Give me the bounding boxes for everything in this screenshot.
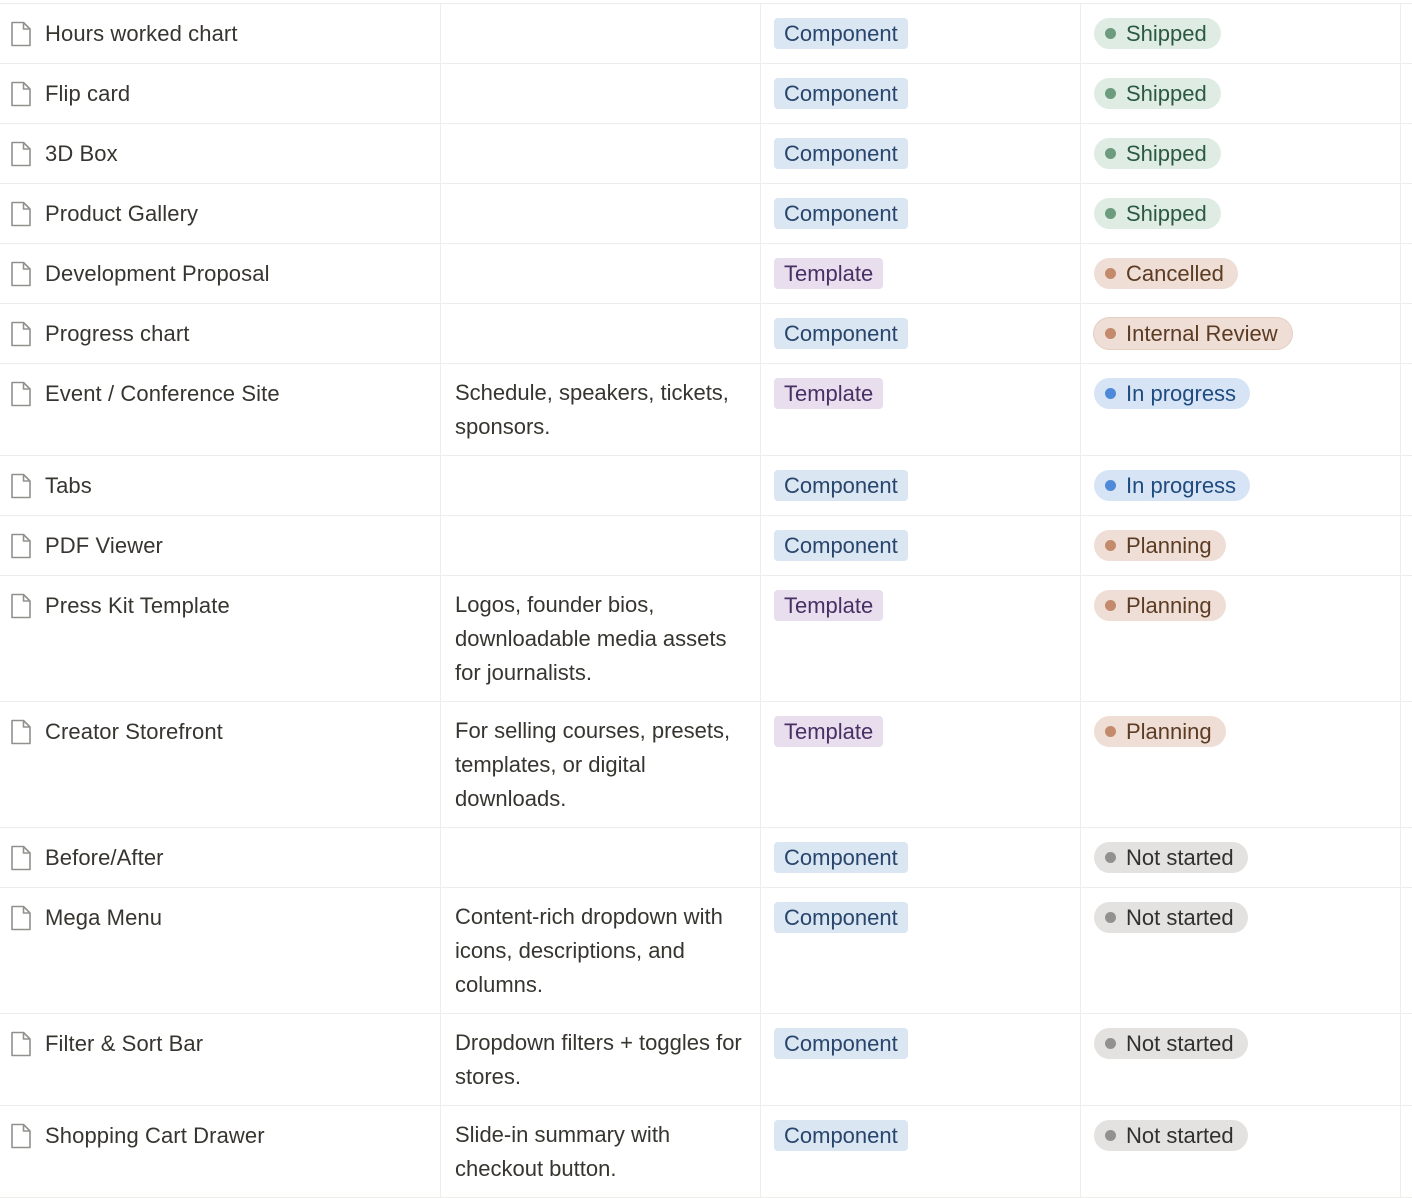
status-dot-icon — [1105, 328, 1116, 339]
status-dot-icon — [1105, 268, 1116, 279]
status-badge — [1094, 1120, 1248, 1151]
name-wrap — [0, 1106, 440, 1166]
status-label: Shipped — [1126, 21, 1207, 46]
description-cell[interactable] — [441, 516, 761, 575]
next-column-cell[interactable] — [1401, 888, 1412, 1013]
row-title[interactable]: Hours worked chart — [45, 21, 238, 46]
description-cell[interactable] — [441, 1014, 761, 1105]
status-cell[interactable] — [1081, 364, 1401, 455]
status-label: Shipped — [1126, 201, 1207, 226]
name-wrap — [0, 124, 440, 184]
page-icon — [9, 1122, 33, 1150]
type-cell[interactable] — [761, 244, 1081, 303]
row-title[interactable]: Development Proposal — [45, 261, 270, 286]
type-tag-component: Component — [774, 18, 908, 49]
status-badge — [1094, 1028, 1248, 1059]
status-dot-icon — [1105, 480, 1116, 491]
table-row[interactable] — [0, 4, 1412, 64]
status-dot-icon — [1105, 1038, 1116, 1049]
description-cell[interactable] — [441, 244, 761, 303]
table-row[interactable] — [0, 304, 1412, 364]
type-tag-component: Component — [774, 842, 908, 873]
name-cell[interactable] — [0, 244, 441, 303]
type-tag-component: Component — [774, 138, 908, 169]
status-dot-icon — [1105, 852, 1116, 863]
page-icon — [9, 380, 33, 408]
status-label: In progress — [1126, 381, 1237, 406]
status-cell[interactable] — [1081, 576, 1401, 701]
status-label: Cancelled — [1126, 261, 1224, 286]
status-cell[interactable] — [1081, 64, 1401, 123]
next-column-cell[interactable] — [1401, 364, 1412, 455]
type-tag-template: Template — [774, 258, 883, 289]
type-tag-component: Component — [774, 198, 908, 229]
description-cell[interactable] — [441, 64, 761, 123]
type-cell[interactable] — [761, 516, 1081, 575]
status-badge — [1094, 530, 1226, 561]
table-row[interactable] — [0, 124, 1412, 184]
next-column-cell[interactable] — [1401, 1106, 1412, 1197]
type-cell[interactable] — [761, 1106, 1081, 1197]
status-cell[interactable] — [1081, 1106, 1401, 1197]
name-wrap — [0, 184, 440, 244]
row-title[interactable]: PDF Viewer — [45, 533, 163, 558]
description-cell[interactable] — [441, 1106, 761, 1197]
next-column-cell[interactable] — [1401, 124, 1412, 183]
name-cell[interactable] — [0, 576, 441, 701]
status-cell[interactable] — [1081, 888, 1401, 1013]
page-icon — [9, 200, 33, 228]
database-table — [0, 4, 1412, 1198]
table-row[interactable] — [0, 828, 1412, 888]
description-text: Schedule, speakers, tickets, sponsors. — [455, 380, 729, 439]
next-column-cell[interactable] — [1401, 516, 1412, 575]
status-cell[interactable] — [1081, 124, 1401, 183]
name-wrap — [0, 364, 440, 424]
status-label: Not started — [1126, 845, 1234, 870]
page-icon — [9, 532, 33, 560]
name-wrap — [0, 888, 440, 948]
status-cell[interactable] — [1081, 516, 1401, 575]
status-badge — [1094, 18, 1221, 49]
status-dot-icon — [1105, 28, 1116, 39]
next-column-cell[interactable] — [1401, 702, 1412, 827]
name-cell[interactable] — [0, 1014, 441, 1105]
next-column-cell[interactable] — [1401, 456, 1412, 515]
description-cell[interactable] — [441, 4, 761, 63]
status-dot-icon — [1105, 540, 1116, 551]
table-row[interactable] — [0, 184, 1412, 244]
description-cell[interactable] — [441, 576, 761, 701]
page-icon — [9, 904, 33, 932]
next-column-cell[interactable] — [1401, 828, 1412, 887]
status-label: Shipped — [1126, 81, 1207, 106]
status-badge — [1094, 78, 1221, 109]
row-title[interactable]: Mega Menu — [45, 905, 163, 930]
row-title[interactable]: Creator Storefront — [45, 719, 223, 744]
status-badge — [1094, 258, 1238, 289]
type-cell[interactable] — [761, 1014, 1081, 1105]
description-cell[interactable] — [441, 702, 761, 827]
table-row[interactable] — [0, 244, 1412, 304]
status-cell[interactable] — [1081, 244, 1401, 303]
name-cell[interactable] — [0, 828, 441, 887]
row-title[interactable]: 3D Box — [45, 141, 118, 166]
page-icon — [9, 80, 33, 108]
name-wrap — [0, 516, 440, 576]
type-tag-component: Component — [774, 530, 908, 561]
type-cell[interactable] — [761, 364, 1081, 455]
name-cell[interactable] — [0, 304, 441, 363]
row-title[interactable]: Flip card — [45, 81, 131, 106]
status-dot-icon — [1105, 88, 1116, 99]
name-wrap — [0, 828, 440, 888]
type-tag-component: Component — [774, 1028, 908, 1059]
page-icon — [9, 320, 33, 348]
page-icon — [9, 718, 33, 746]
status-badge — [1094, 842, 1248, 873]
name-wrap — [0, 304, 440, 364]
type-cell[interactable] — [761, 304, 1081, 363]
type-tag-template: Template — [774, 378, 883, 409]
type-cell[interactable] — [761, 702, 1081, 827]
status-badge — [1094, 138, 1221, 169]
row-title[interactable]: Press Kit Template — [45, 593, 230, 618]
status-label: Planning — [1126, 533, 1212, 558]
type-tag-component: Component — [774, 318, 908, 349]
type-tag-template: Template — [774, 590, 883, 621]
page-icon — [9, 472, 33, 500]
status-dot-icon — [1105, 600, 1116, 611]
status-badge — [1094, 318, 1292, 349]
description-cell[interactable] — [441, 184, 761, 243]
table-row[interactable] — [0, 702, 1412, 828]
row-title[interactable]: Filter & Sort Bar — [45, 1031, 204, 1056]
name-wrap — [0, 456, 440, 516]
table-row[interactable] — [0, 64, 1412, 124]
table-row[interactable] — [0, 364, 1412, 456]
type-cell[interactable] — [761, 184, 1081, 243]
name-wrap — [0, 702, 440, 762]
name-cell[interactable] — [0, 184, 441, 243]
row-title[interactable]: Event / Conference Site — [45, 381, 280, 406]
name-cell[interactable] — [0, 456, 441, 515]
next-column-cell[interactable] — [1401, 244, 1412, 303]
status-dot-icon — [1105, 208, 1116, 219]
name-cell[interactable] — [0, 64, 441, 123]
status-badge — [1094, 716, 1226, 747]
next-column-cell[interactable] — [1401, 64, 1412, 123]
next-column-cell[interactable] — [1401, 576, 1412, 701]
next-column-cell[interactable] — [1401, 304, 1412, 363]
status-dot-icon — [1105, 726, 1116, 737]
status-dot-icon — [1105, 388, 1116, 399]
status-cell[interactable] — [1081, 4, 1401, 63]
type-tag-component: Component — [774, 78, 908, 109]
status-label: Not started — [1126, 1031, 1234, 1056]
name-cell[interactable] — [0, 516, 441, 575]
status-label: Planning — [1126, 719, 1212, 744]
next-column-cell[interactable] — [1401, 4, 1412, 63]
table-row[interactable] — [0, 1106, 1412, 1198]
name-cell[interactable] — [0, 364, 441, 455]
table-row[interactable] — [0, 888, 1412, 1014]
row-title[interactable]: Tabs — [45, 473, 92, 498]
status-dot-icon — [1105, 912, 1116, 923]
status-label: Internal Review — [1126, 321, 1278, 346]
name-cell[interactable] — [0, 702, 441, 827]
next-column-cell[interactable] — [1401, 184, 1412, 243]
status-badge — [1094, 198, 1221, 229]
type-tag-template: Template — [774, 716, 883, 747]
description-text: Slide-in summary with checkout button. — [455, 1122, 671, 1181]
row-title[interactable]: Before/After — [45, 845, 164, 870]
description-cell[interactable] — [441, 364, 761, 455]
description-cell[interactable] — [441, 828, 761, 887]
status-cell[interactable] — [1081, 702, 1401, 827]
name-wrap — [0, 4, 440, 64]
table-row[interactable] — [0, 516, 1412, 576]
page-icon — [9, 1030, 33, 1058]
description-cell[interactable] — [441, 456, 761, 515]
description-text: Content-rich dropdown with icons, descriptions, and columns. — [455, 904, 723, 997]
status-cell[interactable] — [1081, 304, 1401, 363]
status-cell[interactable] — [1081, 1014, 1401, 1105]
page-icon — [9, 140, 33, 168]
type-cell[interactable] — [761, 4, 1081, 63]
row-title[interactable]: Product Gallery — [45, 201, 199, 226]
type-cell[interactable] — [761, 124, 1081, 183]
status-label: In progress — [1126, 473, 1237, 498]
status-badge — [1094, 590, 1226, 621]
status-cell[interactable] — [1081, 456, 1401, 515]
status-dot-icon — [1105, 1130, 1116, 1141]
description-text: For selling courses, presets, templates, or digital downloads. — [455, 718, 731, 811]
row-title[interactable]: Progress chart — [45, 321, 190, 346]
status-label: Shipped — [1126, 141, 1207, 166]
type-tag-component: Component — [774, 902, 908, 933]
name-cell[interactable] — [0, 1106, 441, 1197]
name-wrap — [0, 64, 440, 124]
name-wrap — [0, 1014, 440, 1074]
description-cell[interactable] — [441, 124, 761, 183]
status-label: Not started — [1126, 1123, 1234, 1148]
name-cell[interactable] — [0, 888, 441, 1013]
page-icon — [9, 592, 33, 620]
status-badge — [1094, 902, 1248, 933]
type-cell[interactable] — [761, 828, 1081, 887]
status-badge — [1094, 378, 1250, 409]
status-badge — [1094, 470, 1250, 501]
table-row[interactable] — [0, 456, 1412, 516]
type-tag-component: Component — [774, 470, 908, 501]
status-cell[interactable] — [1081, 828, 1401, 887]
status-label: Planning — [1126, 593, 1212, 618]
status-label: Not started — [1126, 905, 1234, 930]
next-column-cell[interactable] — [1401, 1014, 1412, 1105]
description-cell[interactable] — [441, 304, 761, 363]
page-icon — [9, 844, 33, 872]
type-cell[interactable] — [761, 456, 1081, 515]
page-icon — [9, 20, 33, 48]
status-cell[interactable] — [1081, 184, 1401, 243]
name-cell[interactable] — [0, 4, 441, 63]
type-cell[interactable] — [761, 64, 1081, 123]
page-icon — [9, 260, 33, 288]
description-text: Dropdown filters + toggles for stores. — [455, 1030, 742, 1089]
type-cell[interactable] — [761, 888, 1081, 1013]
table-row[interactable] — [0, 1014, 1412, 1106]
description-text: Logos, founder bios, downloadable media assets for journalists. — [455, 592, 727, 685]
type-tag-component: Component — [774, 1120, 908, 1151]
status-dot-icon — [1105, 148, 1116, 159]
description-cell[interactable] — [441, 888, 761, 1013]
row-title[interactable]: Shopping Cart Drawer — [45, 1123, 265, 1148]
type-cell[interactable] — [761, 576, 1081, 701]
table-row[interactable] — [0, 576, 1412, 702]
name-cell[interactable] — [0, 124, 441, 183]
name-wrap — [0, 244, 440, 304]
name-wrap — [0, 576, 440, 636]
